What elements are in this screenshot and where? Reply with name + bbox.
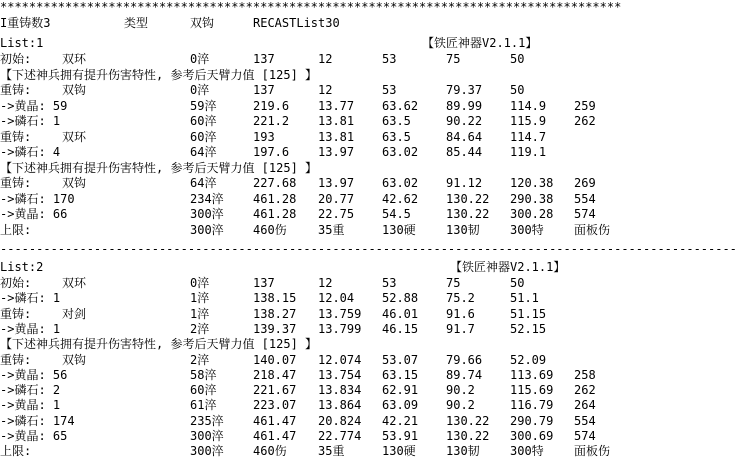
- cell-panel: 258: [574, 367, 596, 382]
- recast-count-label: I重铸数3: [0, 16, 51, 30]
- cell-temper: 1淬: [190, 291, 210, 306]
- recast-list-label: RECASTList30: [253, 16, 340, 30]
- table-row: [0, 176, 662, 190]
- table-row: [0, 383, 662, 397]
- cell-weight: 22.75: [318, 207, 355, 221]
- cell-weapon: 双钩: [62, 83, 87, 97]
- cell-weapon: 双钩: [62, 176, 87, 190]
- cell-temper: 0淬: [190, 52, 210, 66]
- table-row: [0, 114, 662, 128]
- cell-label: 初始:: [0, 276, 32, 290]
- note-line: 【下述神兵拥有提升伤害特性, 参考后天臂力值 [125] 】: [0, 337, 318, 352]
- cell-label: ->黄晶: 1: [0, 398, 61, 413]
- table-row: [0, 192, 662, 206]
- cell-temper: 300淬: [190, 207, 224, 221]
- cell-toughness: 91.12: [446, 176, 483, 190]
- cell-panel: 262: [574, 383, 596, 398]
- cell-label: ->黄晶: 56: [0, 367, 68, 382]
- cell-hardness: 63.09: [382, 398, 419, 413]
- cell-temper: 1淬: [190, 306, 210, 321]
- cell-temper: 64淬: [190, 176, 217, 190]
- cell-label: ->磷石: 2: [0, 383, 61, 398]
- cell-weight: 13.97: [318, 145, 355, 159]
- cell-toughness: 90.22: [446, 114, 483, 128]
- cell-damage: 461.28: [253, 207, 297, 221]
- cell-special: 300.69: [510, 429, 554, 443]
- cell-panel: 264: [574, 398, 596, 413]
- cell-label: 重铸:: [0, 83, 32, 97]
- cell-damage: 138.27: [253, 306, 297, 321]
- star-separator: **************************************************************************************: [0, 0, 622, 14]
- cell-damage: 219.6: [253, 98, 290, 113]
- cell-special: 116.79: [510, 398, 554, 413]
- cell-toughness: 90.2: [446, 383, 475, 398]
- cell-damage: 461.47: [253, 429, 297, 443]
- cell-label: ->磷石: 4: [0, 145, 61, 159]
- cell-special: 300特: [510, 222, 544, 237]
- cell-damage: 223.07: [253, 398, 297, 413]
- cell-special: 290.38: [510, 191, 554, 206]
- type-label: 类型: [124, 16, 149, 30]
- note-line: 【下述神兵拥有提升伤害特性, 参考后天臂力值 [125] 】: [0, 67, 318, 82]
- cell-label: ->磷石: 1: [0, 291, 61, 306]
- cell-special: 52.09: [510, 352, 547, 367]
- cell-label: ->磷石: 1: [0, 114, 61, 128]
- list-1-title: List:1: [0, 36, 44, 50]
- cell-special: 119.1: [510, 145, 547, 159]
- cell-weight: 13.834: [318, 383, 362, 398]
- cell-hardness: 42.21: [382, 413, 419, 428]
- note-line: 【下述神兵拥有提升伤害特性, 参考后天臂力值 [125] 】: [0, 160, 318, 175]
- cell-toughness: 84.64: [446, 129, 483, 144]
- cell-panel: 259: [574, 98, 596, 113]
- cell-toughness: 89.99: [446, 98, 483, 113]
- cell-toughness: 130.22: [446, 207, 490, 221]
- cell-weight: 20.824: [318, 413, 362, 428]
- cell-special: 115.9: [510, 114, 547, 128]
- cell-temper: 300淬: [190, 429, 224, 443]
- cell-weight: 13.864: [318, 398, 362, 413]
- cell-label: ->黄晶: 59: [0, 98, 68, 113]
- cell-damage: 460伤: [253, 444, 287, 459]
- cell-special: 114.7: [510, 129, 547, 144]
- list-2-title-row: [0, 260, 662, 274]
- cell-hardness: 46.01: [382, 306, 419, 321]
- cell-special: 114.9: [510, 98, 547, 113]
- cell-toughness: 91.6: [446, 306, 475, 321]
- cell-weight: 12: [318, 52, 333, 66]
- cell-toughness: 130.22: [446, 413, 490, 428]
- table-row: [0, 145, 662, 159]
- table-row: [0, 99, 662, 113]
- cell-hardness: 42.62: [382, 191, 419, 206]
- cell-hardness: 53: [382, 276, 397, 290]
- cell-hardness: 53.91: [382, 429, 419, 443]
- cell-weapon: 双环: [62, 129, 87, 144]
- cell-panel: 面板伤: [574, 222, 611, 237]
- cell-label: 重铸:: [0, 176, 32, 190]
- cell-weight: 12.04: [318, 291, 355, 306]
- table-row: [0, 414, 662, 428]
- cell-weight: 35重: [318, 222, 345, 237]
- cell-hardness: 63.5: [382, 129, 411, 144]
- list-2-title: List:2: [0, 260, 44, 274]
- cell-damage: 461.47: [253, 413, 297, 428]
- cell-weight: 20.77: [318, 191, 355, 206]
- cell-toughness: 89.74: [446, 367, 483, 382]
- cell-toughness: 130韧: [446, 222, 480, 237]
- cell-hardness: 54.5: [382, 207, 411, 221]
- cell-hardness: 63.02: [382, 176, 419, 190]
- table-row: [0, 368, 662, 382]
- cell-toughness: 75: [446, 276, 461, 290]
- cell-temper: 60淬: [190, 114, 217, 128]
- cell-weight: 13.799: [318, 321, 362, 336]
- cell-temper: 58淬: [190, 367, 217, 382]
- cell-temper: 60淬: [190, 129, 217, 144]
- cell-label: 重铸:: [0, 129, 32, 144]
- cell-damage: 140.07: [253, 352, 297, 367]
- table-row: [0, 276, 662, 290]
- table-row: [0, 207, 662, 221]
- table-row: [0, 444, 662, 458]
- cell-label: 初始:: [0, 52, 32, 66]
- cell-hardness: 52.88: [382, 291, 419, 306]
- cell-special: 51.15: [510, 306, 547, 321]
- cell-special: 50: [510, 52, 525, 66]
- cell-weapon: 双环: [62, 52, 87, 66]
- cell-temper: 59淬: [190, 98, 217, 113]
- list-1-title-row: [0, 36, 662, 50]
- cell-label: ->磷石: 174: [0, 413, 75, 428]
- header-row: [0, 16, 662, 30]
- table-row: [0, 429, 662, 443]
- cell-label: ->黄晶: 66: [0, 207, 68, 221]
- cell-temper: 61淬: [190, 398, 217, 413]
- cell-weapon: 对剑: [62, 306, 87, 321]
- list-2-brand: 【铁匠神器V2.1.1】: [450, 260, 566, 274]
- cell-toughness: 79.37: [446, 83, 483, 97]
- cell-label: 上限:: [0, 444, 32, 459]
- cell-weight: 13.81: [318, 129, 355, 144]
- cell-weight: 13.77: [318, 98, 355, 113]
- cell-hardness: 63.5: [382, 114, 411, 128]
- cell-temper: 300淬: [190, 444, 224, 459]
- cell-damage: 221.2: [253, 114, 290, 128]
- cell-special: 115.69: [510, 383, 554, 398]
- table-row: [0, 307, 662, 321]
- cell-panel: 262: [574, 114, 596, 128]
- cell-special: 50: [510, 276, 525, 290]
- cell-damage: 193: [253, 129, 275, 144]
- cell-temper: 60淬: [190, 383, 217, 398]
- cell-weight: 22.774: [318, 429, 362, 443]
- cell-special: 51.1: [510, 291, 539, 306]
- cell-label: 重铸:: [0, 352, 32, 367]
- cell-hardness: 53: [382, 83, 397, 97]
- cell-hardness: 63.15: [382, 367, 419, 382]
- cell-special: 50: [510, 83, 525, 97]
- cell-toughness: 85.44: [446, 145, 483, 159]
- list-1-brand: 【铁匠神器V2.1.1】: [422, 36, 538, 50]
- cell-hardness: 53.07: [382, 352, 419, 367]
- cell-damage: 137: [253, 52, 275, 66]
- cell-toughness: 79.66: [446, 352, 483, 367]
- cell-hardness: 63.62: [382, 98, 419, 113]
- cell-hardness: 130硬: [382, 222, 416, 237]
- cell-hardness: 53: [382, 52, 397, 66]
- cell-hardness: 130硬: [382, 444, 416, 459]
- table-row: [0, 130, 662, 144]
- cell-panel: 574: [574, 429, 596, 443]
- cell-damage: 221.67: [253, 383, 297, 398]
- cell-panel: 面板伤: [574, 444, 611, 459]
- dash-separator: ------------------------------------------------------------------------------------------------------: [0, 242, 737, 256]
- table-row: [0, 398, 662, 412]
- table-row: [0, 83, 662, 97]
- table-row: [0, 291, 662, 305]
- cell-weapon: 双钩: [62, 352, 87, 367]
- cell-damage: 218.47: [253, 367, 297, 382]
- cell-temper: 300淬: [190, 222, 224, 237]
- cell-damage: 137: [253, 276, 275, 290]
- table-row: [0, 353, 662, 367]
- cell-hardness: 46.15: [382, 321, 419, 336]
- cell-special: 113.69: [510, 367, 554, 382]
- cell-special: 52.15: [510, 321, 547, 336]
- cell-label: ->黄晶: 65: [0, 429, 68, 443]
- cell-temper: 235淬: [190, 413, 224, 428]
- cell-weapon: 双环: [62, 276, 87, 290]
- cell-label: 上限:: [0, 222, 32, 237]
- cell-damage: 227.68: [253, 176, 297, 190]
- cell-weight: 35重: [318, 444, 345, 459]
- cell-damage: 139.37: [253, 321, 297, 336]
- cell-temper: 2淬: [190, 321, 210, 336]
- cell-temper: 0淬: [190, 83, 210, 97]
- cell-temper: 64淬: [190, 145, 217, 159]
- cell-damage: 461.28: [253, 191, 297, 206]
- cell-special: 300特: [510, 444, 544, 459]
- cell-toughness: 91.7: [446, 321, 475, 336]
- cell-weight: 12: [318, 83, 333, 97]
- cell-special: 120.38: [510, 176, 554, 190]
- cell-toughness: 90.2: [446, 398, 475, 413]
- cell-weight: 13.759: [318, 306, 362, 321]
- cell-panel: 574: [574, 207, 596, 221]
- cell-weight: 13.97: [318, 176, 355, 190]
- cell-damage: 197.6: [253, 145, 290, 159]
- cell-damage: 138.15: [253, 291, 297, 306]
- cell-weight: 12.074: [318, 352, 362, 367]
- cell-temper: 234淬: [190, 191, 224, 206]
- cell-panel: 269: [574, 176, 596, 190]
- cell-special: 300.28: [510, 207, 554, 221]
- type-value: 双钩: [190, 16, 215, 30]
- cell-toughness: 75: [446, 52, 461, 66]
- cell-hardness: 63.02: [382, 145, 419, 159]
- cell-hardness: 62.91: [382, 383, 419, 398]
- table-row: [0, 322, 662, 336]
- cell-panel: 554: [574, 413, 596, 428]
- cell-damage: 460伤: [253, 222, 287, 237]
- cell-toughness: 130韧: [446, 444, 480, 459]
- cell-label: ->黄晶: 1: [0, 321, 61, 336]
- cell-special: 290.79: [510, 413, 554, 428]
- cell-toughness: 75.2: [446, 291, 475, 306]
- cell-weight: 13.81: [318, 114, 355, 128]
- cell-toughness: 130.22: [446, 429, 490, 443]
- cell-damage: 137: [253, 83, 275, 97]
- cell-label: 重铸:: [0, 306, 32, 321]
- cell-weight: 13.754: [318, 367, 362, 382]
- table-row: [0, 52, 662, 66]
- cell-temper: 0淬: [190, 276, 210, 290]
- table-row: [0, 223, 662, 237]
- cell-panel: 554: [574, 191, 596, 206]
- cell-toughness: 130.22: [446, 191, 490, 206]
- cell-weight: 12: [318, 276, 333, 290]
- cell-label: ->磷石: 170: [0, 191, 75, 206]
- cell-temper: 2淬: [190, 352, 210, 367]
